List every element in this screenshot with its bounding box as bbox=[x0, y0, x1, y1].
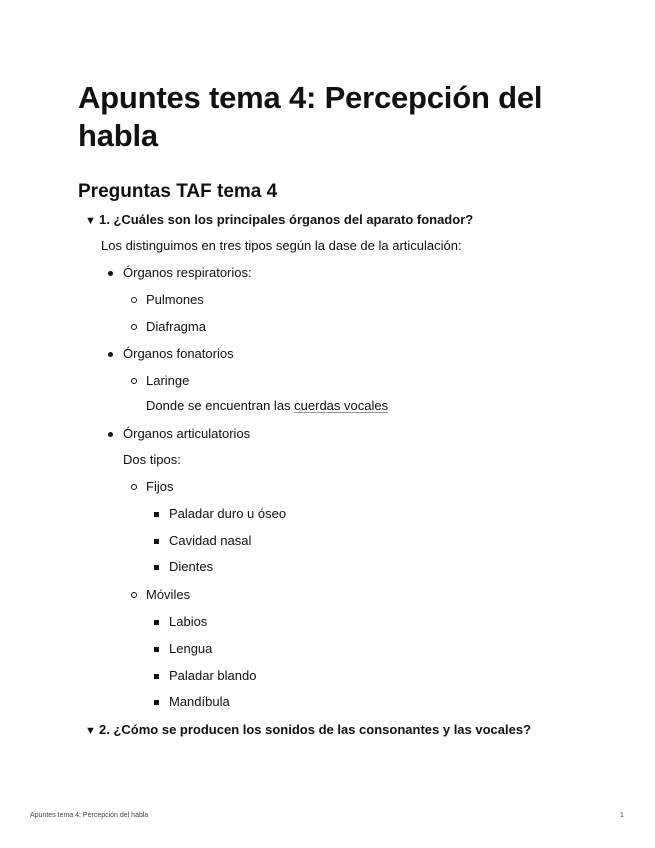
list-item: Laringe bbox=[146, 373, 190, 388]
list-item: Órganos articulatorios bbox=[123, 426, 251, 441]
question-1-intro: Los distinguimos en tres tipos según la dase de la articulación: bbox=[101, 238, 462, 253]
list-item: Paladar duro u óseo bbox=[169, 506, 287, 521]
triangle-down-icon: ▼ bbox=[85, 725, 96, 737]
list-item: Dientes bbox=[169, 559, 214, 574]
page-title: Apuntes tema 4: Percepción del habla bbox=[78, 80, 543, 153]
list-item: Pulmones bbox=[146, 292, 204, 307]
laringe-note-text: Donde se encuentran las bbox=[146, 398, 295, 413]
list-item: Órganos respiratorios: bbox=[123, 265, 252, 280]
list-item: Lengua bbox=[169, 641, 213, 656]
list-item: Órganos fonatorios bbox=[123, 346, 234, 361]
list-item: Paladar blando bbox=[169, 668, 257, 683]
question-2-label: 2. ¿Cómo se producen los sonidos de las consonantes y las vocales? bbox=[99, 722, 532, 737]
question-1-label: 1. ¿Cuáles son los principales órganos del aparato fonador? bbox=[99, 212, 474, 227]
list-item: Móviles bbox=[146, 587, 191, 602]
toggle-question-2[interactable] bbox=[85, 722, 531, 739]
list-item: Cavidad nasal bbox=[169, 533, 252, 548]
cuerdas-vocales-link[interactable]: cuerdas vocales bbox=[294, 398, 389, 413]
list-item: Labios bbox=[169, 614, 208, 629]
section-heading: Preguntas TAF tema 4 bbox=[78, 181, 278, 202]
footer-page-number: 1 bbox=[620, 812, 624, 819]
list-item: Fijos bbox=[146, 479, 174, 494]
toggle-question-1[interactable] bbox=[85, 212, 473, 229]
triangle-down-icon: ▼ bbox=[85, 215, 96, 227]
list-item: Mandíbula bbox=[169, 694, 230, 709]
list-item: Diafragma bbox=[146, 319, 206, 334]
laringe-note bbox=[146, 398, 388, 414]
articulatorios-intro: Dos tipos: bbox=[123, 452, 181, 467]
footer-title: Apuntes tema 4: Percepción del habla bbox=[30, 812, 149, 819]
